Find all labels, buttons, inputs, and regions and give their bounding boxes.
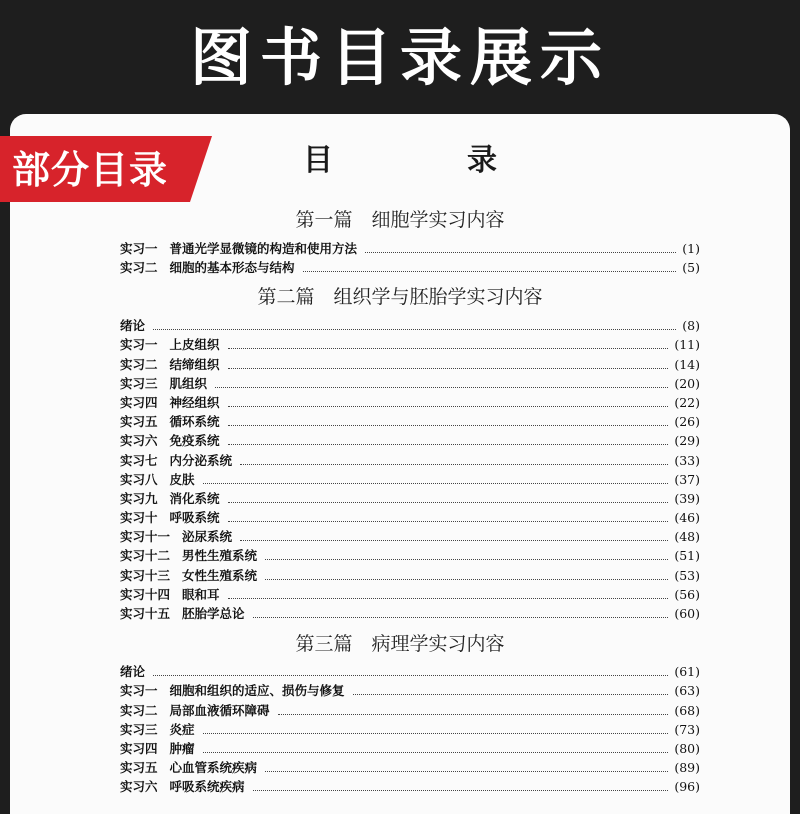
- toc-entry-title: 呼吸系统疾病: [169, 779, 245, 795]
- toc-entry-label: 实习二: [120, 260, 158, 276]
- toc-entry-label: 实习五: [120, 414, 158, 430]
- dot-leader: [228, 425, 669, 426]
- toc-entry-label: 实习十一: [120, 529, 171, 545]
- dot-leader: [203, 733, 669, 734]
- part-title-1: 第一篇 细胞学实习内容: [295, 209, 505, 231]
- partial-toc-badge: [0, 136, 212, 202]
- toc-entry-page: (1): [682, 241, 700, 257]
- toc-entry: [120, 699, 700, 718]
- dot-leader: [203, 483, 669, 484]
- toc-entry: [120, 719, 700, 738]
- toc-entry: [120, 392, 700, 411]
- toc-entry-label: 实习三: [120, 375, 158, 391]
- toc-entry: [120, 545, 700, 564]
- toc-entry-label: 实习十四: [120, 586, 171, 602]
- toc-entry: [120, 603, 700, 622]
- toc-entry-title: 肿瘤: [169, 740, 195, 756]
- toc-entry-title: 细胞的基本形态与结构: [169, 260, 295, 276]
- toc-entry: [120, 373, 700, 392]
- dot-leader: [303, 271, 677, 272]
- dot-leader: [153, 675, 668, 676]
- toc-entry: [120, 449, 700, 468]
- toc-entry: [120, 411, 700, 430]
- dot-leader: [203, 752, 669, 753]
- toc-entry-label: 实习五: [120, 760, 158, 776]
- dot-leader: [228, 502, 669, 503]
- toc-entry: [120, 488, 700, 507]
- toc-entry-title: 胚胎学总论: [182, 606, 245, 621]
- toc-entry-label: 实习八: [120, 471, 158, 487]
- toc-entry-title: 女性生殖系统: [182, 567, 258, 583]
- badge-label: 部分目录: [12, 148, 169, 192]
- toc-entry: [120, 757, 700, 776]
- toc-entry-page: (48): [674, 529, 700, 545]
- toc-entry: [120, 507, 700, 526]
- dot-leader: [228, 348, 669, 349]
- toc-entry: [120, 680, 700, 699]
- toc-entry-page: (8): [682, 318, 700, 334]
- dot-leader: [365, 252, 676, 253]
- dot-leader: [278, 714, 669, 715]
- toc-entry-page: (20): [674, 375, 700, 391]
- toc-entry-title: 消化系统: [169, 490, 220, 506]
- toc-entry-label: 实习三: [120, 721, 158, 737]
- toc-entry-page: (14): [674, 356, 700, 372]
- toc-entry-page: (37): [674, 471, 700, 487]
- dot-leader: [228, 598, 669, 599]
- dot-leader: [228, 368, 669, 369]
- toc-entry: [120, 430, 700, 449]
- toc-entry: [120, 564, 700, 583]
- toc-entry-title: 神经组织: [169, 394, 220, 410]
- toc-entry-title: 局部血液循环障碍: [169, 702, 270, 718]
- toc-entry-page: (51): [674, 548, 700, 564]
- toc-entry-page: (96): [674, 779, 700, 795]
- toc-list-part-1: [120, 238, 700, 276]
- toc-entry-page: (5): [682, 260, 700, 276]
- toc-entry-label: 实习十: [120, 510, 158, 526]
- toc-entry-title: 细胞和组织的适应、损伤与修复: [169, 683, 345, 699]
- toc-entry-page: (60): [674, 606, 700, 621]
- dot-leader: [353, 694, 669, 695]
- toc-entry-page: (22): [674, 394, 700, 410]
- toc-entry-label: 实习十二: [120, 548, 171, 564]
- toc-entry: [120, 738, 700, 757]
- toc-entry-page: (39): [674, 490, 700, 506]
- toc-entry-label: 实习九: [120, 490, 158, 506]
- toc-list-part-2: [120, 315, 700, 622]
- toc-entry-page: (61): [674, 664, 700, 680]
- toc-entry-page: (33): [674, 452, 700, 468]
- toc-entry-label: 实习四: [120, 394, 158, 410]
- toc-entry-label: 实习二: [120, 702, 158, 718]
- toc-entry-title: 普通光学显微镜的构造和使用方法: [169, 241, 358, 257]
- toc-entry-page: (53): [674, 567, 700, 583]
- dot-leader: [265, 579, 668, 580]
- part-title-3: 第三篇 病理学实习内容: [295, 633, 505, 655]
- toc-entry-title: 内分泌系统: [169, 452, 233, 468]
- toc-entry: [120, 334, 700, 353]
- toc-entry-title: 呼吸系统: [169, 510, 220, 526]
- toc-entry-page: (56): [674, 586, 700, 602]
- toc-entry-title: 肌组织: [169, 375, 208, 391]
- toc-entry-page: (11): [674, 337, 700, 353]
- dot-leader: [228, 444, 669, 445]
- banner: [0, 0, 800, 112]
- part-title-2: 第二篇 组织学与胚胎学实习内容: [257, 286, 543, 308]
- toc-entry-title: 泌尿系统: [182, 529, 233, 545]
- toc-entry: [120, 661, 700, 680]
- toc-entry: [120, 526, 700, 545]
- toc-entry-page: (73): [674, 721, 700, 737]
- toc-entry-label: 实习十五: [120, 606, 171, 621]
- toc-entry-title: 男性生殖系统: [182, 548, 258, 564]
- toc-entry-page: (46): [674, 510, 700, 526]
- toc-entry-label: 实习六: [120, 779, 158, 795]
- toc-entry-page: (63): [674, 683, 700, 699]
- dot-leader: [265, 559, 668, 560]
- toc-entry-label: 实习七: [120, 452, 158, 468]
- toc-entry-label: 实习六: [120, 433, 158, 449]
- toc-entry-label: 实习一: [120, 241, 158, 257]
- dot-leader: [215, 387, 668, 388]
- toc-entry: [120, 257, 700, 276]
- toc-entry: [120, 238, 700, 257]
- toc-entry-page: (80): [674, 740, 700, 756]
- dot-leader: [228, 521, 669, 522]
- toc-entry-page: (26): [674, 414, 700, 430]
- toc-entry: [120, 776, 700, 795]
- toc-entry-title: 眼和耳: [182, 586, 220, 602]
- toc-entry-label: 实习十三: [120, 567, 171, 583]
- dot-leader: [228, 406, 669, 407]
- toc-entry: [120, 315, 700, 334]
- toc-entry-page: (68): [674, 702, 700, 718]
- toc-entry-title: 免疫系统: [169, 433, 220, 449]
- toc-entry: [120, 353, 700, 372]
- toc-entry-label: 实习一: [120, 337, 158, 353]
- toc-entry-label: 实习二: [120, 356, 158, 372]
- toc-entry-title: 上皮组织: [169, 337, 220, 353]
- dot-leader: [265, 771, 668, 772]
- toc-entry-title: 循环系统: [169, 414, 220, 430]
- toc-entry: [120, 584, 700, 603]
- toc-entry-label: 实习四: [120, 740, 158, 756]
- dot-leader: [240, 464, 668, 465]
- toc-entry-label: 实习一: [120, 683, 158, 699]
- dot-leader: [253, 617, 669, 618]
- dot-leader: [153, 329, 676, 330]
- toc-entry-title: 结缔组织: [169, 356, 220, 372]
- dot-leader: [253, 790, 669, 791]
- toc-entry-label: 绪论: [120, 664, 146, 680]
- toc-list-part-3: [120, 661, 700, 795]
- toc-entry-page: (29): [674, 433, 700, 449]
- toc-entry-title: 炎症: [169, 721, 195, 737]
- toc-entry-title: 心血管系统疾病: [169, 760, 258, 776]
- toc-entry-page: (89): [674, 760, 700, 776]
- toc-entry-title: 皮肤: [169, 471, 195, 487]
- dot-leader: [240, 540, 668, 541]
- banner-title: 图书目录展示: [189, 21, 610, 94]
- toc-entry: [120, 469, 700, 488]
- toc-heading: 目 录: [303, 143, 549, 178]
- toc-entry-label: 绪论: [120, 318, 146, 334]
